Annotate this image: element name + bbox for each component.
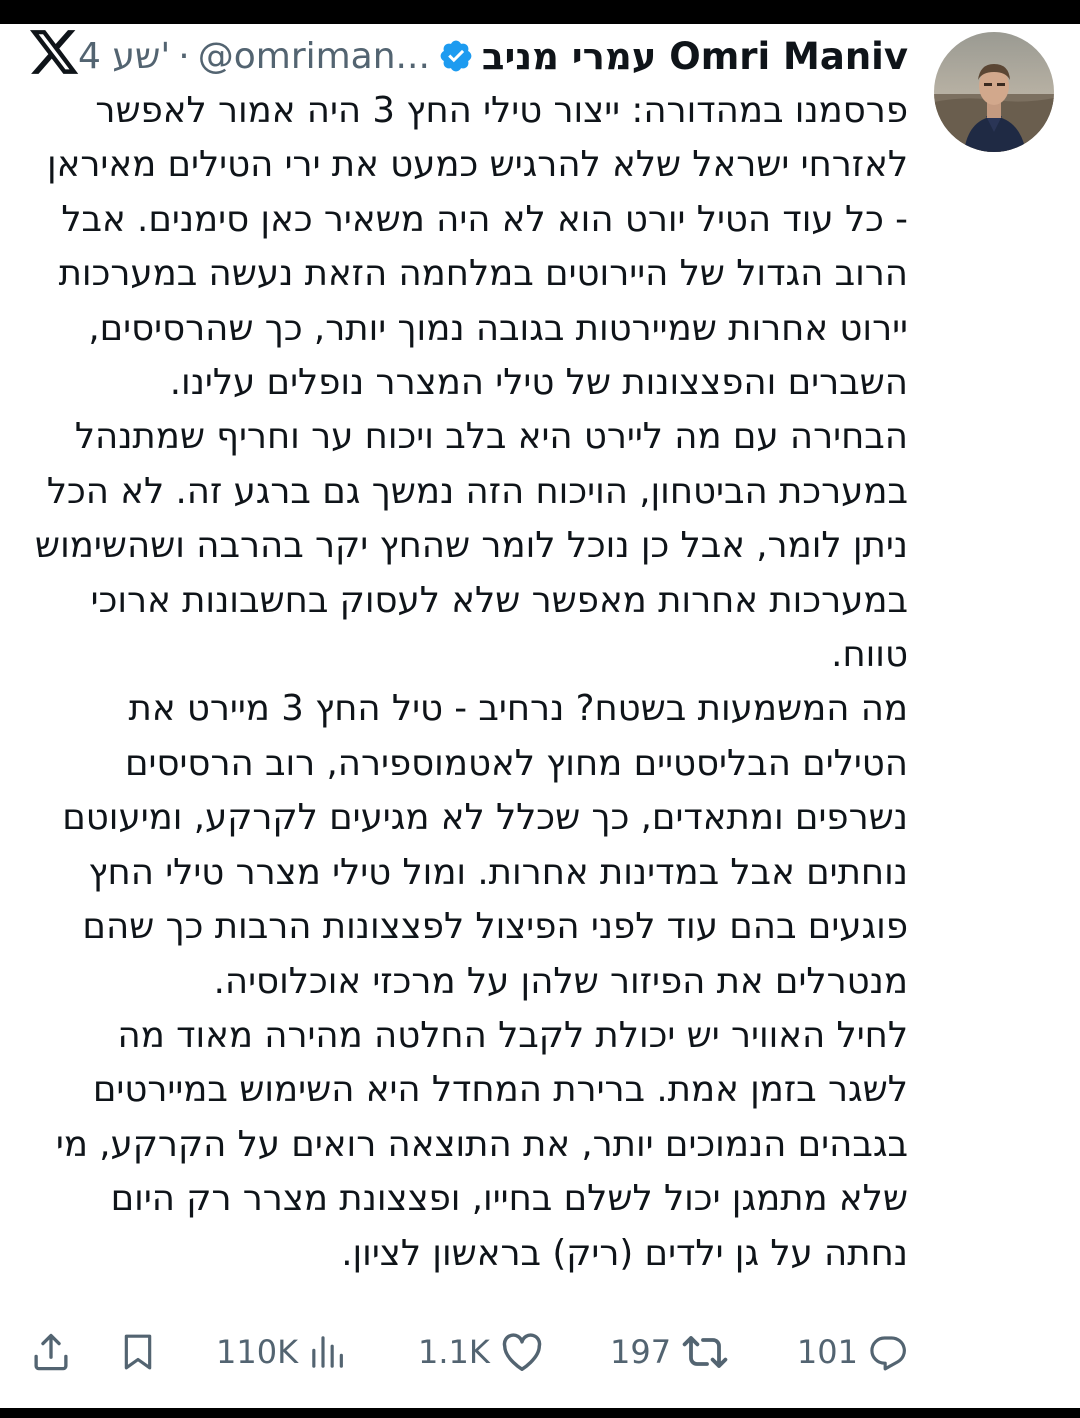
reply-button[interactable] [797,1328,908,1376]
bookmark-icon [118,1331,158,1373]
separator-dot: · [178,35,190,77]
verified-badge-icon [438,38,474,74]
tweet-text: פרסמנו במהדורה: ייצור טילי החץ 3 היה אמור לאפשר לאזרחי ישראל שלא להרגיש כמעט את ירי הטילים מאיראן - כל עוד הטיל יורט הוא לא היה משאיר כאן סימנים. אבל הרוב הגדול של היירוטים במלחמה הזאת נעשה במערכות יירוט אחרות שמיירטות בגובה נמוך יותר, כך שהרסיסים, השברים והפצצונות של טילי המצרר נופלים עלינו. הבחירה עם מה ליירט היא בלב ויכוח ער וחריף שמתנהל במערכת הביטחון, הויכוח הזה נמשך גם ברגע זה. לא הכל ניתן לומר, אבל כן נוכל לומר שהחץ יקר בהרבה ושהשימוש במערכות אחרות מאפשר שלא לעסוק בחשבונות ארוכי טווח. מה המשמעות בשטח? נרחיב - טיל החץ 3 מיירט את הטילים הבליסטיים מחוץ לאטמוספירה, רוב הרסיסים נשרפים ומתאדים, כך שכלל לא מגיעים לקרקע, ומיעוטם נוחתים אבל במדינות אחרות. ומול טילי מצרר טילי החץ פוגעים בהם עוד לפני הפיצול לפצצונות הרבות כך שהם מנטרלים את הפיזור שלהן על מרכזי אוכלוסיה. לחיל האוויר יש יכולת לקבל החלטה מהירה מאוד מה לשגר בזמן אמת. ברירת המחדל היא השימוש במיירטים בגבהים הנמוכים יותר, את התוצאה רואים על הקרקע, מי שלא מתמגן יכול לשלם בחייו, ופצצונת מצרר רק היום נחתה על גן ילדים (ריק) בראשון לציון. [34,90,908,1274]
x-logo-icon[interactable] [30,30,80,76]
bookmark-button[interactable] [118,1328,158,1376]
views-button[interactable] [216,1328,348,1376]
repost-button[interactable] [610,1328,729,1376]
heart-icon [500,1332,544,1372]
tweet-card[interactable] [0,24,1080,1408]
bottom-bar [0,1408,1080,1418]
repost-icon [681,1332,729,1372]
share-icon [30,1331,72,1373]
reply-count: 101 [796,1333,858,1371]
tweet-header [78,28,908,84]
views-icon [308,1332,348,1372]
share-button[interactable] [30,1328,72,1376]
like-count: 1.1K [418,1333,490,1371]
top-bar [0,0,1080,24]
post-time[interactable]: 4 שע' [77,35,171,77]
views-count: 110K [216,1333,299,1371]
reply-icon [868,1332,908,1372]
like-button[interactable] [418,1328,544,1376]
action-bar [0,1320,1080,1384]
repost-count: 197 [610,1333,672,1371]
author-handle[interactable]: @omriman... [197,35,430,77]
avatar[interactable] [934,32,1054,152]
author-display-name[interactable]: עמרי מניב Omri Maniv [481,34,908,78]
